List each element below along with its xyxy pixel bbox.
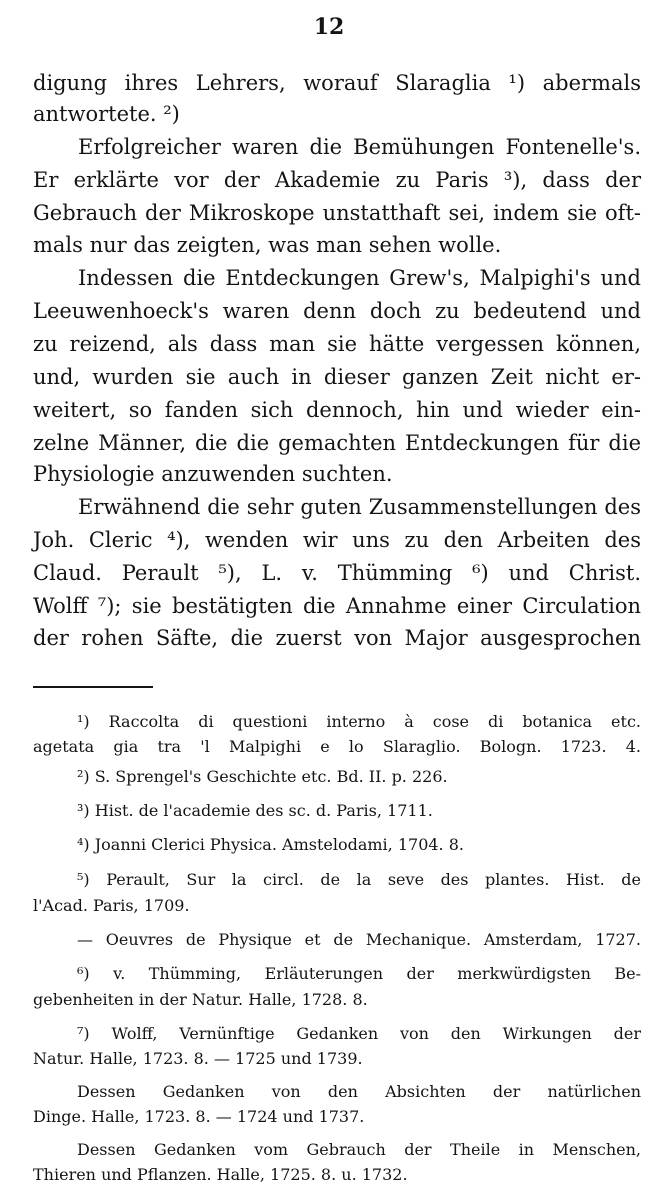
page-number: 12 xyxy=(313,14,345,40)
footnote-line: Dessen Gedanken von den Absichten der natürlichen xyxy=(77,1082,641,1101)
body-line: digung ihres Lehrers, worauf Slaraglia ¹) abermals xyxy=(33,71,641,95)
body-line: antwortete. ²) xyxy=(33,102,180,126)
footnote-line: — Oeuvres de Physique et de Mechanique. Amsterdam, 1727. xyxy=(77,930,641,949)
body-line: Joh. Cleric ⁴), wenden wir uns zu den Arbeiten des xyxy=(33,528,641,552)
body-line: mals nur das zeigten, was man sehen wolle. xyxy=(33,233,502,257)
body-line: Leeuwenhoeck's waren denn doch zu bedeutend und xyxy=(33,299,641,323)
body-line: weitert, so fanden sich dennoch, hin und wieder ein- xyxy=(33,398,641,422)
footnote-line: ⁴) Joanni Clerici Physica. Amstelodami, 1704. 8. xyxy=(77,835,464,854)
footnote-line: agetata gia tra 'l Malpighi e lo Slaraglio. Bologn. 1723. 4. xyxy=(33,737,641,756)
footnote-line: ³) Hist. de l'academie des sc. d. Paris, 1711. xyxy=(77,801,433,820)
footnote-divider xyxy=(33,686,153,688)
footnote-line: Dinge. Halle, 1723. 8. — 1724 und 1737. xyxy=(33,1107,365,1126)
body-line: Wolff ⁷); sie bestätigten die Annahme einer Circulation xyxy=(33,594,641,618)
body-line: und, wurden sie auch in dieser ganzen Zeit nicht er- xyxy=(33,365,641,389)
footnote-line: gebenheiten in der Natur. Halle, 1728. 8. xyxy=(33,990,368,1009)
body-line: Claud. Perault ⁵), L. v. Thümming ⁶) und Christ. xyxy=(33,561,641,585)
footnote-line: l'Acad. Paris, 1709. xyxy=(33,896,190,915)
footnote-line: ⁷) Wolff, Vernünftige Gedanken von den Wirkungen der xyxy=(77,1024,641,1043)
body-line: Indessen die Entdeckungen Grew's, Malpighi's und xyxy=(78,266,641,290)
footnote-line: ⁵) Perault, Sur la circl. de la seve des plantes. Hist. de xyxy=(77,870,641,889)
footnote-line: Dessen Gedanken vom Gebrauch der Theile in Menschen, xyxy=(77,1140,641,1159)
body-line: Gebrauch der Mikroskope unstatthaft sei, indem sie oft- xyxy=(33,201,641,225)
body-line: Er erklärte vor der Akademie zu Paris ³), dass der xyxy=(33,168,641,192)
body-line: Erfolgreicher waren die Bemühungen Fontenelle's. xyxy=(78,135,641,159)
footnote-line: ⁶) v. Thümming, Erläuterungen der merkwürdigsten Be- xyxy=(77,964,641,983)
body-line: Physiologie anzuwenden suchten. xyxy=(33,462,393,486)
footnote-line: ¹) Raccolta di questioni interno à cose di botanica etc. xyxy=(77,712,641,731)
body-line: Erwähnend die sehr guten Zusammenstellungen des xyxy=(78,495,641,519)
body-line: der rohen Säfte, die zuerst von Major ausgesprochen xyxy=(33,626,641,650)
footnote-line: ²) S. Sprengel's Geschichte etc. Bd. II. p. 226. xyxy=(77,767,448,786)
footnote-line: Natur. Halle, 1723. 8. — 1725 und 1739. xyxy=(33,1049,363,1068)
footnote-line: Thieren und Pflanzen. Halle, 1725. 8. u. 1732. xyxy=(33,1165,408,1184)
body-line: zelne Männer, die die gemachten Entdeckungen für die xyxy=(33,431,641,455)
body-line: zu reizend, als dass man sie hätte vergessen können, xyxy=(33,332,641,356)
